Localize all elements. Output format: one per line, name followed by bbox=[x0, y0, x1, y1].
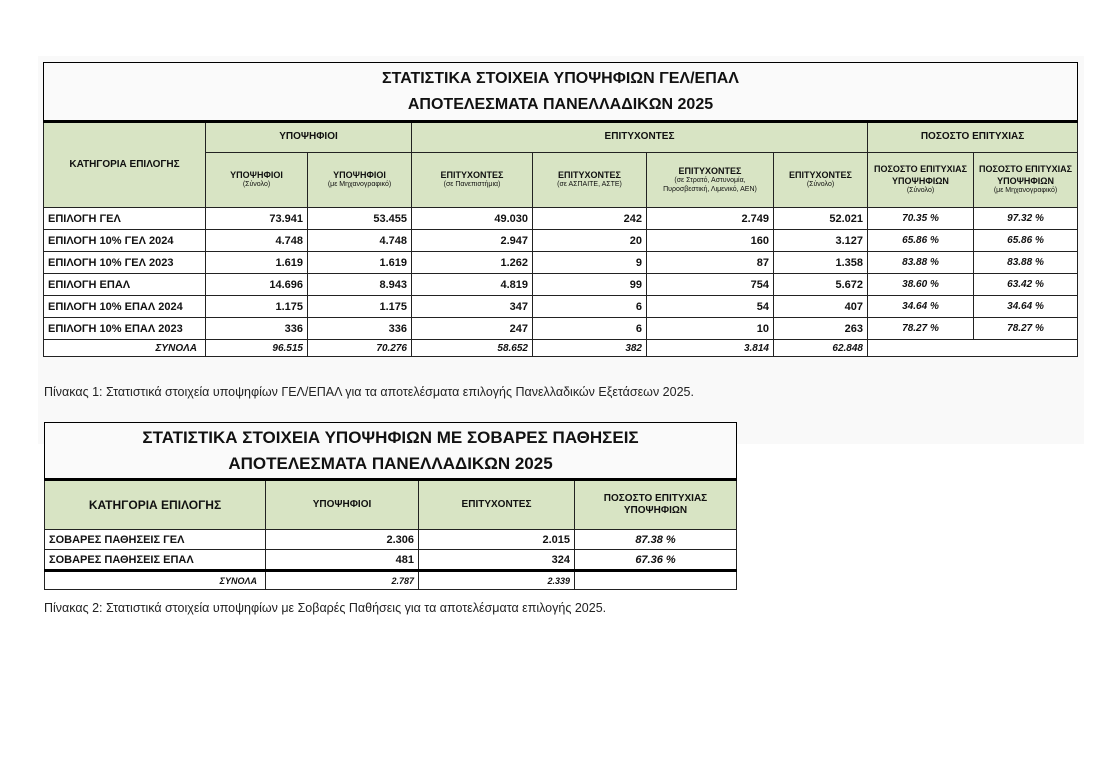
column-header-label: ΠΟΣΟΣΤΟ ΕΠΙΤΥΧΙΑΣ ΥΠΟΨΗΦΙΩΝ bbox=[873, 164, 968, 186]
value-cell: 1.262 bbox=[412, 252, 533, 274]
value-cell: 87 bbox=[647, 252, 774, 274]
value-cell: 10 bbox=[647, 318, 774, 340]
success-rate-cell: 78.27 % bbox=[868, 318, 974, 340]
value-cell: 347 bbox=[412, 296, 533, 318]
total-value-cell: 2.339 bbox=[419, 571, 575, 590]
total-value-cell: 70.276 bbox=[308, 340, 412, 357]
value-cell: 336 bbox=[308, 318, 412, 340]
value-cell: 2.947 bbox=[412, 230, 533, 252]
row-category: ΕΠΙΛΟΓΗ ΓΕΛ bbox=[44, 208, 206, 230]
row-category: ΕΠΙΛΟΓΗ 10% ΓΕΛ 2023 bbox=[44, 252, 206, 274]
table-row bbox=[44, 208, 1078, 230]
column-header: ΥΠΟΨΗΦΙΟΙ bbox=[266, 480, 419, 530]
value-cell: 6 bbox=[533, 296, 647, 318]
header-group-successful: ΕΠΙΤΥΧΟΝΤΕΣ bbox=[412, 122, 868, 153]
value-cell: 14.696 bbox=[206, 274, 308, 296]
row-category: ΕΠΙΛΟΓΗ 10% ΓΕΛ 2024 bbox=[44, 230, 206, 252]
value-cell: 1.358 bbox=[774, 252, 868, 274]
value-cell: 52.021 bbox=[774, 208, 868, 230]
column-header-label: ΕΠΙΤΥΧΟΝΤΕΣ bbox=[678, 165, 742, 176]
column-header-sublabel: (σε Πανεπιστήμια) bbox=[443, 181, 501, 189]
value-cell: 2.306 bbox=[266, 530, 419, 550]
row-category: ΕΠΙΛΟΓΗ 10% ΕΠΑΛ 2024 bbox=[44, 296, 206, 318]
value-cell: 5.672 bbox=[774, 274, 868, 296]
value-cell: 4.819 bbox=[412, 274, 533, 296]
column-header-label: ΕΠΙΤΥΧΟΝΤΕΣ bbox=[789, 170, 852, 180]
row-category: ΕΠΙΛΟΓΗ 10% ΕΠΑΛ 2023 bbox=[44, 318, 206, 340]
success-rate-cell: 70.35 % bbox=[868, 208, 974, 230]
value-cell: 99 bbox=[533, 274, 647, 296]
total-value-cell: 3.814 bbox=[647, 340, 774, 357]
value-cell: 263 bbox=[774, 318, 868, 340]
table2-title bbox=[45, 423, 737, 480]
column-header-sublabel: (με Μηχανογραφικό) bbox=[327, 181, 392, 189]
column-header-label: ΥΠΟΨΗΦΙΟΙ bbox=[230, 170, 283, 180]
success-rate-cell: 34.64 % bbox=[974, 296, 1078, 318]
column-header-label: ΥΠΟΨΗΦΙΟΙ bbox=[333, 170, 386, 180]
value-cell: 336 bbox=[206, 318, 308, 340]
value-cell: 481 bbox=[266, 550, 419, 571]
column-header bbox=[974, 153, 1078, 208]
column-header: ΕΠΙΤΥΧΟΝΤΕΣ bbox=[419, 480, 575, 530]
column-header bbox=[206, 153, 308, 208]
value-cell: 4.748 bbox=[206, 230, 308, 252]
column-header-label: ΠΟΣΟΣΤΟ ΕΠΙΤΥΧΙΑΣ ΥΠΟΨΗΦΙΩΝ bbox=[978, 164, 1073, 186]
success-rate-cell: 83.88 % bbox=[974, 252, 1078, 274]
header-category: ΚΑΤΗΓΟΡΙΑ ΕΠΙΛΟΓΗΣ bbox=[44, 122, 206, 208]
table2-title-line1: ΣΤΑΤΙΣΤΙΚΑ ΣΤΟΙΧΕΙΑ ΥΠΟΨΗΦΙΩΝ ΜΕ ΣΟΒΑΡΕΣ ΠΑΘΗΣΕΙΣ bbox=[142, 427, 639, 447]
column-header bbox=[533, 153, 647, 208]
row-category: ΕΠΙΛΟΓΗ ΕΠΑΛ bbox=[44, 274, 206, 296]
value-cell: 73.941 bbox=[206, 208, 308, 230]
value-cell: 242 bbox=[533, 208, 647, 230]
table-row bbox=[44, 318, 1078, 340]
total-value-cell: 382 bbox=[533, 340, 647, 357]
table-row bbox=[44, 296, 1078, 318]
value-cell: 9 bbox=[533, 252, 647, 274]
row-category: ΣΟΒΑΡΕΣ ΠΑΘΗΣΕΙΣ ΕΠΑΛ bbox=[45, 550, 266, 571]
value-cell: 1.619 bbox=[308, 252, 412, 274]
column-header-sublabel: (Σύνολο) bbox=[242, 181, 271, 189]
table-row bbox=[45, 550, 737, 571]
value-cell: 3.127 bbox=[774, 230, 868, 252]
column-header: ΚΑΤΗΓΟΡΙΑ ΕΠΙΛΟΓΗΣ bbox=[45, 480, 266, 530]
totals-empty-cell bbox=[575, 571, 737, 590]
table-row bbox=[44, 274, 1078, 296]
total-value-cell: 96.515 bbox=[206, 340, 308, 357]
column-header bbox=[647, 153, 774, 208]
table1-title-line1: ΣΤΑΤΙΣΤΙΚΑ ΣΤΟΙΧΕΙΑ ΥΠΟΨΗΦΙΩΝ ΓΕΛ/ΕΠΑΛ bbox=[382, 69, 739, 87]
column-header-sublabel: (Σύνολο) bbox=[906, 186, 935, 194]
value-cell: 6 bbox=[533, 318, 647, 340]
value-cell: 247 bbox=[412, 318, 533, 340]
column-header-label: ΕΠΙΤΥΧΟΝΤΕΣ bbox=[440, 170, 504, 180]
column-header bbox=[774, 153, 868, 208]
success-rate-cell: 65.86 % bbox=[974, 230, 1078, 252]
table-serious-conditions-stats bbox=[44, 422, 737, 590]
value-cell: 53.455 bbox=[308, 208, 412, 230]
value-cell: 1.619 bbox=[206, 252, 308, 274]
value-cell: 754 bbox=[647, 274, 774, 296]
total-value-cell: 62.848 bbox=[774, 340, 868, 357]
column-header-sublabel: (σε ΑΣΠΑΙΤΕ, ΑΣΤΕ) bbox=[557, 181, 622, 189]
value-cell: 4.748 bbox=[308, 230, 412, 252]
success-rate-cell: 87.38 % bbox=[575, 530, 737, 550]
column-header bbox=[868, 153, 974, 208]
value-cell: 324 bbox=[419, 550, 575, 571]
table2-title-line2: ΑΠΟΤΕΛΕΣΜΑΤΑ ΠΑΝΕΛΛΑΔΙΚΩΝ 2025 bbox=[228, 453, 553, 473]
column-header bbox=[308, 153, 412, 208]
success-rate-cell: 83.88 % bbox=[868, 252, 974, 274]
success-rate-cell: 67.36 % bbox=[575, 550, 737, 571]
value-cell: 1.175 bbox=[206, 296, 308, 318]
value-cell: 49.030 bbox=[412, 208, 533, 230]
table1-title bbox=[44, 63, 1078, 122]
success-rate-cell: 38.60 % bbox=[868, 274, 974, 296]
totals-label: ΣΥΝΟΛΑ bbox=[44, 340, 206, 357]
header-group-success-rate: ΠΟΣΟΣΤΟ ΕΠΙΤΥΧΙΑΣ bbox=[868, 122, 1078, 153]
success-rate-cell: 63.42 % bbox=[974, 274, 1078, 296]
column-header-sublabel: (σε Στρατό, Αστυνομία, Πυροσβεστική, Λιμενικό, ΑΕΝ) bbox=[663, 176, 757, 193]
success-rate-cell: 34.64 % bbox=[868, 296, 974, 318]
value-cell: 20 bbox=[533, 230, 647, 252]
table2-caption: Πίνακας 2: Στατιστικά στοιχεία υποψηφίων με Σοβαρές Παθήσεις για τα αποτελέσματα επιλογής 2025. bbox=[44, 601, 607, 615]
value-cell: 2.749 bbox=[647, 208, 774, 230]
value-cell: 1.175 bbox=[308, 296, 412, 318]
row-category: ΣΟΒΑΡΕΣ ΠΑΘΗΣΕΙΣ ΓΕΛ bbox=[45, 530, 266, 550]
success-rate-cell: 97.32 % bbox=[974, 208, 1078, 230]
totals-empty-cell bbox=[868, 340, 1078, 357]
header-group-candidates: ΥΠΟΨΗΦΙΟΙ bbox=[206, 122, 412, 153]
value-cell: 54 bbox=[647, 296, 774, 318]
column-header-sublabel: (Σύνολο) bbox=[806, 181, 835, 189]
value-cell: 8.943 bbox=[308, 274, 412, 296]
column-header-label: ΕΠΙΤΥΧΟΝΤΕΣ bbox=[558, 170, 621, 180]
column-header-sublabel: (με Μηχανογραφικό) bbox=[993, 186, 1058, 194]
table1-caption: Πίνακας 1: Στατιστικά στοιχεία υποψηφίων ΓΕΛ/ΕΠΑΛ για τα αποτελέσματα επιλογής Πανελλαδικών Εξετάσεων 2025. bbox=[44, 385, 694, 399]
value-cell: 160 bbox=[647, 230, 774, 252]
column-header: ΠΟΣΟΣΤΟ ΕΠΙΤΥΧΙΑΣ ΥΠΟΨΗΦΙΩΝ bbox=[575, 480, 737, 530]
value-cell: 2.015 bbox=[419, 530, 575, 550]
total-value-cell: 2.787 bbox=[266, 571, 419, 590]
table1-title-line2: ΑΠΟΤΕΛΕΣΜΑΤΑ ΠΑΝΕΛΛΑΔΙΚΩΝ 2025 bbox=[407, 95, 714, 113]
column-header bbox=[412, 153, 533, 208]
table-ge-epal-stats bbox=[43, 62, 1078, 357]
success-rate-cell: 78.27 % bbox=[974, 318, 1078, 340]
total-value-cell: 58.652 bbox=[412, 340, 533, 357]
value-cell: 407 bbox=[774, 296, 868, 318]
table-row bbox=[44, 230, 1078, 252]
success-rate-cell: 65.86 % bbox=[868, 230, 974, 252]
table-row bbox=[45, 530, 737, 550]
totals-row bbox=[44, 340, 1078, 357]
table-row bbox=[44, 252, 1078, 274]
totals-row bbox=[45, 571, 737, 590]
totals-label: ΣΥΝΟΛΑ bbox=[45, 571, 266, 590]
